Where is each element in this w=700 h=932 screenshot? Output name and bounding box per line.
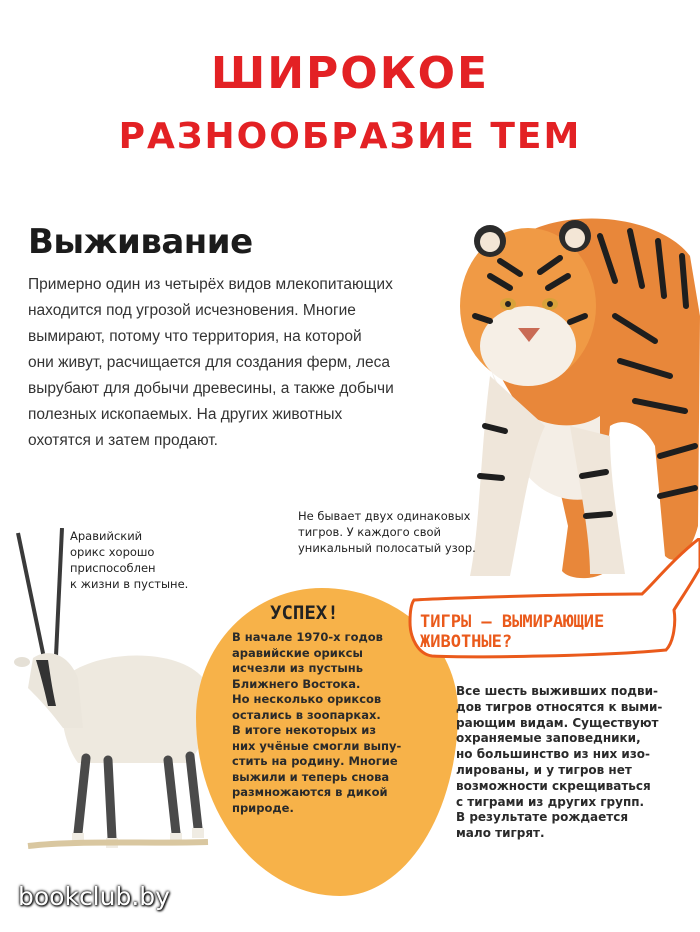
success-line: В итоге некоторых из xyxy=(232,723,377,737)
caption-line: тигров. У каждого свой xyxy=(298,525,441,539)
paragraph-line: находится под угрозой исчезновения. Многие xyxy=(28,302,356,319)
success-line: размножаются в дикой xyxy=(232,785,388,799)
paragraph-line: полезных ископаемых. На других животных xyxy=(28,406,343,423)
tiger-illustration xyxy=(450,196,700,590)
tigers-question-title xyxy=(420,612,604,652)
caption-line: приспособлен xyxy=(70,561,156,575)
paragraph-line: охотятся и затем продают. xyxy=(28,432,218,449)
page-title-line1: ШИРОКОЕ xyxy=(210,48,490,99)
tigers-line: охраняемые заповедники, xyxy=(456,731,641,746)
oryx-caption xyxy=(70,528,210,592)
page-title-line2: РАЗНООБРАЗИЕ ТЕМ xyxy=(118,116,582,157)
success-line: остались в зоопарках. xyxy=(232,707,381,722)
tigers-line: с тиграми из других групп. xyxy=(456,794,645,809)
section-paragraph xyxy=(28,272,448,454)
tigers-line: дов тигров относятся к выми- xyxy=(456,699,663,714)
paragraph-line: вырубают для добычи древесины, а также добычи xyxy=(28,380,394,397)
caption-line: уникальный полосатый узор. xyxy=(298,541,476,555)
success-line: выжили и теперь снова xyxy=(232,769,390,784)
caption-line: Не бывает двух одинаковых xyxy=(298,509,471,523)
success-line: стить на родину. Многие xyxy=(232,754,398,768)
section-heading: Выживание xyxy=(28,222,253,262)
success-line: исчезли из пустынь xyxy=(232,661,364,675)
tigers-line: Все шесть выживших подви- xyxy=(456,684,658,698)
watermark: bookclub.by xyxy=(18,882,170,911)
success-line: Ближнего Востока. xyxy=(232,676,361,691)
tag-title-line: ТИГРЫ — ВЫМИРАЮЩИЕ xyxy=(420,612,605,632)
tigers-line: мало тигрят. xyxy=(456,826,545,841)
tigers-text xyxy=(456,684,686,842)
paragraph-line: вымирают, потому что территория, на которой xyxy=(28,328,362,345)
paragraph-line: они живут, расчищается для создания ферм, леса xyxy=(28,354,391,371)
tigers-line: лированы, и у тигров нет xyxy=(456,762,632,777)
success-line: Но несколько ориксов xyxy=(232,692,382,706)
tigers-line: возможности скрещиваться xyxy=(456,778,651,793)
tigers-line: рающим видам. Существуют xyxy=(456,715,659,730)
tag-title-line: ЖИВОТНЫЕ? xyxy=(420,632,513,652)
success-line: аравийские ориксы xyxy=(232,645,363,660)
success-title: УСПЕХ! xyxy=(270,602,339,624)
success-line: них учёные смогли выпу- xyxy=(232,738,402,753)
success-line: природе. xyxy=(232,800,294,815)
success-line: В начале 1970-х годов xyxy=(232,630,383,644)
caption-line: орикс хорошо xyxy=(70,545,155,559)
caption-line: Аравийский xyxy=(70,529,143,543)
caption-line: к жизни в пустыне. xyxy=(70,577,189,591)
paragraph-line: Примерно один из четырёх видов млекопитающих xyxy=(28,276,393,293)
success-text xyxy=(232,630,432,816)
tigers-line: В результате рождается xyxy=(456,810,629,825)
tigers-line: но большинство из них изо- xyxy=(456,747,651,762)
